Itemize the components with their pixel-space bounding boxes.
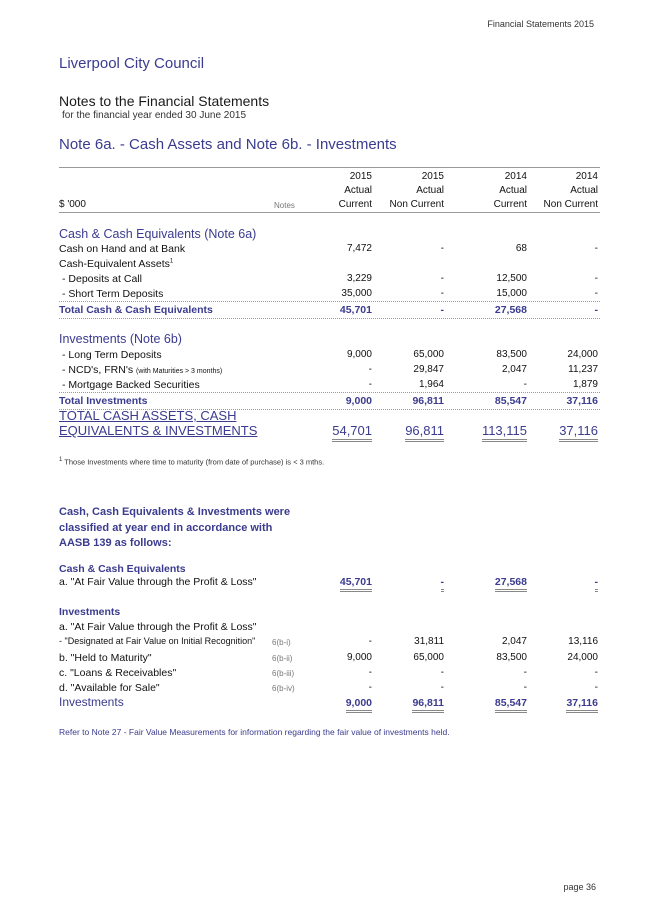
grand-total-label: TOTAL CASH ASSETS, CASH EQUIVALENTS & INVESTMENTS bbox=[59, 408, 258, 438]
classification-row-value: - bbox=[368, 682, 372, 693]
classification-row-value: - bbox=[595, 576, 599, 588]
col-year-3: 2014 bbox=[504, 171, 527, 182]
note-reference: 6(b-ii) bbox=[272, 654, 293, 663]
classification-row-value: 2,047 bbox=[501, 636, 527, 647]
col-actual-2: Actual bbox=[416, 185, 444, 196]
classification-row-value: - bbox=[440, 682, 444, 693]
investments-total-value: 85,547 bbox=[494, 395, 527, 407]
classification-row-value: - bbox=[368, 667, 372, 678]
classification-row-value: 45,701 bbox=[340, 576, 372, 588]
document-header: Financial Statements 2015 bbox=[487, 19, 594, 29]
column-header-rule bbox=[59, 212, 600, 213]
classification-row-value: 13,116 bbox=[568, 636, 598, 647]
investments-total-value: 37,116 bbox=[566, 395, 598, 407]
cash-total-value: 45,701 bbox=[339, 304, 372, 316]
row-divider bbox=[59, 318, 600, 319]
cash-heading: Cash & Cash Equivalents (Note 6a) bbox=[59, 227, 257, 241]
col-year-2: 2015 bbox=[421, 171, 444, 182]
investment-row-value: 24,000 bbox=[567, 349, 598, 360]
classification-row-value: 83,500 bbox=[496, 652, 527, 663]
notes-title: Notes to the Financial Statements bbox=[59, 93, 270, 109]
grand-total-value: 113,115 bbox=[482, 423, 527, 438]
investment-row-label: - NCD's, FRN's (with Maturities > 3 months) bbox=[62, 364, 223, 376]
cash-equivalents-subheading: Cash & Cash Equivalents bbox=[59, 563, 186, 575]
cash-row-label: Cash on Hand and at Bank bbox=[59, 243, 186, 255]
classification-row-value: 24,000 bbox=[567, 652, 598, 663]
page-number: page 36 bbox=[563, 882, 596, 892]
col-type-1: Current bbox=[338, 199, 372, 210]
investment-row-label: - Mortgage Backed Securities bbox=[62, 379, 200, 391]
investments-total-value: 9,000 bbox=[345, 395, 372, 407]
investment-row-value: 83,500 bbox=[496, 349, 527, 360]
grand-total-value: 54,701 bbox=[332, 423, 372, 438]
notes-label: Notes bbox=[274, 201, 295, 210]
investment-row-value: 9,000 bbox=[346, 349, 372, 360]
investment-row-value: 65,000 bbox=[413, 349, 444, 360]
period-subtitle: for the financial year ended 30 June 2015 bbox=[62, 110, 247, 121]
investment-row-label: - Long Term Deposits bbox=[62, 349, 162, 361]
investments-total-value: 96,811 bbox=[412, 395, 444, 407]
header-rule bbox=[59, 167, 600, 168]
classification-row-value: 27,568 bbox=[495, 576, 527, 588]
col-type-2: Non Current bbox=[389, 199, 444, 210]
unit-label: $ '000 bbox=[59, 199, 86, 210]
grand-total-value: 37,116 bbox=[559, 423, 598, 438]
classification-row-label: d. "Available for Sale" bbox=[59, 682, 160, 694]
classification-row-label: a. "At Fair Value through the Profit & Loss" bbox=[59, 621, 257, 633]
cash-row-value: 7,472 bbox=[346, 243, 372, 254]
row-divider bbox=[59, 301, 600, 302]
grand-total-value: 96,811 bbox=[405, 423, 444, 438]
classification-row-value: - bbox=[440, 667, 444, 678]
cash-row-label: - Deposits at Call bbox=[62, 273, 142, 285]
council-name: Liverpool City Council bbox=[59, 55, 205, 72]
col-type-4: Non Current bbox=[543, 199, 598, 210]
note-reference: 6(b-i) bbox=[272, 638, 291, 647]
cash-row-value: 3,229 bbox=[346, 273, 372, 284]
classification-row-label: c. "Loans & Receivables" bbox=[59, 667, 177, 679]
cash-row-value: 35,000 bbox=[341, 288, 372, 299]
classification-total-value: 37,116 bbox=[566, 697, 598, 709]
cash-row-value: - bbox=[594, 273, 598, 284]
col-type-3: Current bbox=[493, 199, 527, 210]
fair-value-reference: Refer to Note 27 - Fair Value Measurements for information regarding the fair value of investments held. bbox=[59, 727, 450, 737]
classification-row-value: - bbox=[523, 682, 527, 693]
investment-row-value: 29,847 bbox=[413, 364, 444, 375]
cash-total-value: 27,568 bbox=[494, 304, 527, 316]
cash-total-label: Total Cash & Cash Equivalents bbox=[59, 304, 213, 316]
footnote: $^1$ Those Investments where time to maturity (from date of purchase) is < 3 mths. bbox=[59, 457, 325, 467]
classification-row-value: - bbox=[523, 667, 527, 678]
classification-total-value: 9,000 bbox=[346, 697, 372, 709]
classification-row-label: a. "At Fair Value through the Profit & Loss" bbox=[59, 576, 257, 588]
classification-row-label: b. "Held to Maturity" bbox=[59, 652, 152, 664]
cash-row-value: - bbox=[440, 273, 444, 284]
classification-row-value: 9,000 bbox=[346, 652, 372, 663]
investment-row-value: - bbox=[368, 379, 372, 390]
classification-row-value: - bbox=[368, 636, 372, 647]
col-year-4: 2014 bbox=[575, 171, 598, 182]
classification-row-value: 31,811 bbox=[414, 636, 444, 647]
investments-total-label: Total Investments bbox=[59, 395, 148, 407]
col-actual-4: Actual bbox=[570, 185, 598, 196]
cash-row-value: - bbox=[440, 288, 444, 299]
cash-row-value: - bbox=[594, 243, 598, 254]
note-reference: 6(b-iv) bbox=[272, 684, 295, 693]
row-divider bbox=[59, 392, 600, 393]
cash-total-value: - bbox=[440, 304, 444, 316]
investments-heading: Investments (Note 6b) bbox=[59, 332, 182, 346]
classification-row-value: - bbox=[594, 682, 598, 693]
classification-row-value: - bbox=[441, 576, 445, 588]
cash-row-value: - bbox=[440, 243, 444, 254]
investment-row-value: 2,047 bbox=[501, 364, 527, 375]
cash-row-value: - bbox=[594, 288, 598, 299]
cash-row-value: 68 bbox=[515, 243, 527, 254]
classification-row-label: - "Designated at Fair Value on Initial Recognition" bbox=[59, 636, 256, 646]
investment-row-value: 11,237 bbox=[568, 364, 598, 375]
classification-total-value: 96,811 bbox=[412, 697, 444, 709]
investment-row-value: - bbox=[368, 364, 372, 375]
classification-row-value: 65,000 bbox=[413, 652, 444, 663]
classification-heading: Cash, Cash Equivalents & Investments were classified at year end in accordance with AASB 139 as follows: bbox=[59, 506, 291, 549]
col-actual-3: Actual bbox=[499, 185, 527, 196]
cash-row-value: 12,500 bbox=[496, 273, 527, 284]
cash-row-label: - Short Term Deposits bbox=[62, 288, 164, 300]
cash-row-value: 15,000 bbox=[496, 288, 527, 299]
cash-row-label: Cash-Equivalent Assets$^1$ bbox=[59, 258, 174, 270]
classification-row-value: - bbox=[594, 667, 598, 678]
classification-total-value: 85,547 bbox=[495, 697, 527, 709]
classification-total-label: Investments bbox=[59, 695, 124, 709]
investment-row-value: 1,879 bbox=[572, 379, 598, 390]
investment-row-value: - bbox=[523, 379, 527, 390]
cash-total-value: - bbox=[594, 304, 598, 316]
note-title: Note 6a. - Cash Assets and Note 6b. - Investments bbox=[59, 136, 397, 153]
col-actual-1: Actual bbox=[344, 185, 372, 196]
col-year-1: 2015 bbox=[349, 171, 372, 182]
note-reference: 6(b-iii) bbox=[272, 669, 295, 678]
investment-row-value: 1,964 bbox=[418, 379, 444, 390]
investments-subheading: Investments bbox=[59, 606, 121, 618]
